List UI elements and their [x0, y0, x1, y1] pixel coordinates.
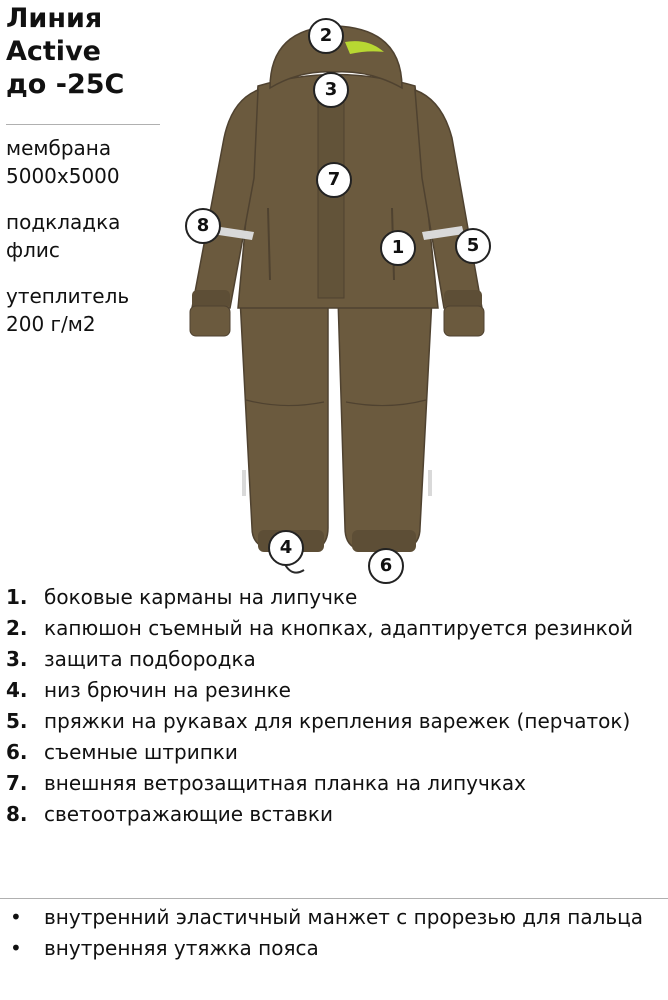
spec-label: мембрана [6, 136, 112, 160]
snowsuit-figure [170, 8, 510, 588]
feature-text: внешняя ветрозащитная планка на липучках [44, 771, 526, 795]
spec-value: 200 г/м2 [6, 312, 96, 336]
bullet-text: внутренний эластичный манжет с прорезью для пальца [44, 905, 644, 929]
feature-item [6, 675, 666, 706]
feature-text: пряжки на рукавах для крепления варежек (перчаток) [44, 709, 631, 733]
bullet-item [6, 933, 666, 964]
spec-membrane [6, 134, 129, 190]
feature-item [6, 706, 666, 737]
callout-8: 8 [185, 208, 221, 244]
feature-number: 8. [6, 802, 28, 826]
product-line-title [6, 2, 124, 101]
feature-item [6, 768, 666, 799]
feature-number: 3. [6, 647, 28, 671]
title-line-3: до -25С [6, 69, 125, 100]
feature-text: светоотражающие вставки [44, 802, 333, 826]
bullet-dot-icon: • [10, 905, 22, 929]
feature-number: 1. [6, 585, 28, 609]
callout-2: 2 [308, 18, 344, 54]
feature-number: 5. [6, 709, 28, 733]
bullet-item [6, 902, 666, 933]
feature-text: низ брючин на резинке [44, 678, 291, 702]
feature-list [6, 582, 666, 830]
feature-text: капюшон съемный на кнопках, адаптируется резинкой [44, 616, 633, 640]
title-line-1: Линия [6, 3, 103, 34]
feature-item [6, 737, 666, 768]
feature-number: 4. [6, 678, 28, 702]
section-divider [0, 898, 668, 899]
feature-text: защита подбородка [44, 647, 256, 671]
spec-label: утеплитель [6, 284, 130, 308]
feature-number: 6. [6, 740, 28, 764]
feature-item [6, 582, 666, 613]
callout-5: 5 [455, 228, 491, 264]
bullet-text: внутренняя утяжка пояса [44, 936, 319, 960]
spec-value: 5000х5000 [6, 164, 120, 188]
callout-1: 1 [380, 230, 416, 266]
callout-4: 4 [268, 530, 304, 566]
feature-text: съемные штрипки [44, 740, 238, 764]
callout-3: 3 [313, 72, 349, 108]
spec-lining [6, 208, 129, 264]
callout-6: 6 [368, 548, 404, 584]
feature-item [6, 799, 666, 830]
extra-feature-list [6, 902, 666, 964]
feature-number: 7. [6, 771, 28, 795]
spec-label: подкладка [6, 210, 121, 234]
feature-item [6, 613, 666, 644]
spec-value: флис [6, 238, 60, 262]
spec-insulation [6, 282, 129, 338]
bullet-dot-icon: • [10, 936, 22, 960]
title-line-2: Active [6, 36, 101, 67]
callout-7: 7 [316, 162, 352, 198]
feature-number: 2. [6, 616, 28, 640]
spec-list [6, 134, 129, 356]
title-divider [6, 124, 160, 125]
feature-item [6, 644, 666, 675]
feature-text: боковые карманы на липучке [44, 585, 358, 609]
